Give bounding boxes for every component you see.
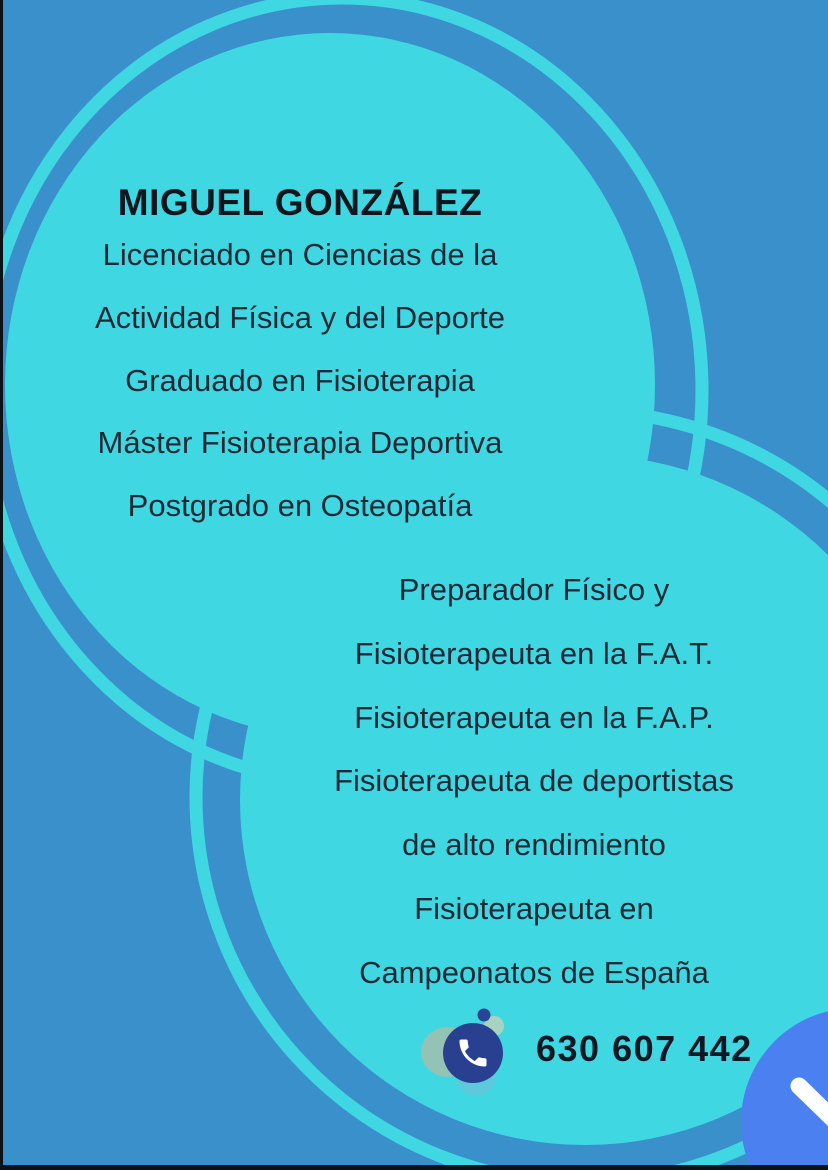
role-line: Preparador Físico y [398, 572, 670, 607]
credentials-list [20, 224, 580, 538]
role-line: de alto rendimiento [402, 827, 666, 863]
phone-contact [410, 1000, 753, 1110]
phone-badge-circle [443, 1023, 503, 1083]
page-title: MIGUEL GONZÁLEZ [117, 181, 483, 223]
phone-badge-dot [478, 1009, 491, 1022]
credential-line: Máster Fisioterapia Deportiva [97, 425, 503, 461]
frame-edge-bottom [0, 1165, 828, 1170]
phone-number: 630 607 442 [536, 1028, 753, 1069]
credential-line: Postgrado en Osteopatía [127, 488, 473, 524]
credential-line: Actividad Física y del Deporte [94, 299, 506, 335]
frame-edge-left [0, 0, 3, 1170]
role-line: Fisioterapeuta en [414, 890, 654, 926]
role-line: Fisioterapeuta de deportistas [334, 763, 734, 799]
role-line: Campeonatos de España [359, 954, 709, 990]
credential-line: Graduado en Fisioterapia [125, 362, 475, 398]
roles-list [244, 558, 824, 1005]
phone-call-icon [410, 1000, 520, 1110]
role-line: Fisioterapeuta en la F.A.T. [354, 635, 714, 671]
role-line: Fisioterapeuta en la F.A.P. [354, 699, 714, 735]
credential-line: Licenciado en Ciencias de la [102, 237, 498, 272]
